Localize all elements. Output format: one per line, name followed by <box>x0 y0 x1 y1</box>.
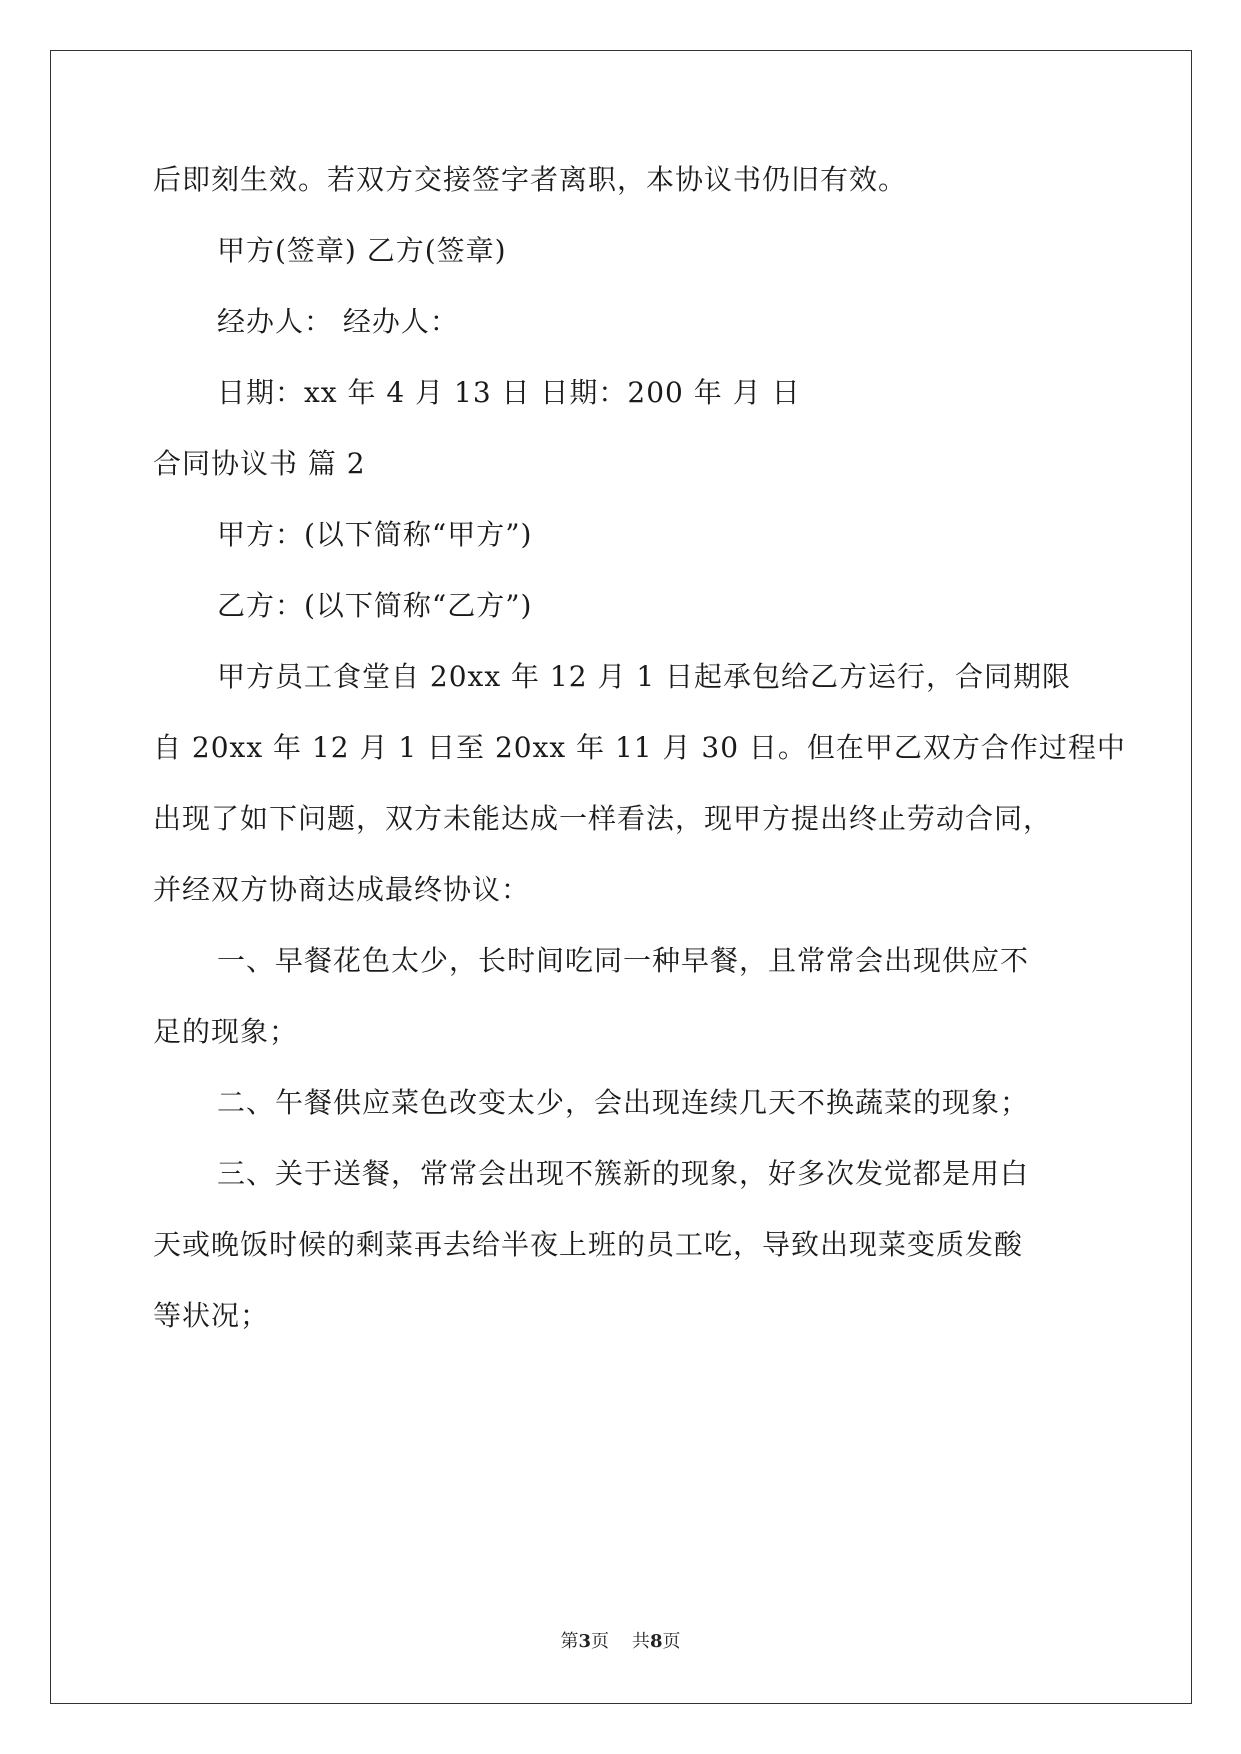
text-line: 并经双方协商达成最终协议： <box>153 873 531 906</box>
text-line: 日期：xx 年 4 月 13 日 日期：200 年 月 日 <box>217 376 801 409</box>
text-line: 甲方：(以下简称“甲方”) <box>217 518 533 551</box>
text-line: 乙方：(以下简称“乙方”) <box>217 589 533 622</box>
text-line: 自 20xx 年 12 月 1 日至 20xx 年 11 月 30 日。但在甲乙双方合作过程中 <box>153 731 1126 764</box>
text-line: 二、午餐供应菜色改变太少，会出现连续几天不换蔬菜的现象； <box>217 1086 1030 1119</box>
text-line: 甲方(签章) 乙方(签章) <box>217 234 507 267</box>
text-line: 出现了如下问题，双方未能达成一样看法，现甲方提出终止劳动合同， <box>153 802 1053 835</box>
page-footer <box>0 1630 1241 1654</box>
footer-prefix: 第 <box>560 1631 579 1652</box>
text-line: 三、关于送餐，常常会出现不簇新的现象，好多次发觉都是用白 <box>217 1157 1030 1190</box>
text-line: 足的现象； <box>153 1015 299 1048</box>
text-line: 经办人： 经办人： <box>217 305 459 338</box>
footer-middle: 页 共 <box>591 1631 650 1652</box>
text-line: 等状况； <box>153 1299 270 1332</box>
text-line: 天或晚饭时候的剩菜再去给半夜上班的员工吃，导致出现菜变质发酸 <box>153 1228 1024 1261</box>
text-line: 后即刻生效。若双方交接签字者离职，本协议书仍旧有效。 <box>153 163 908 196</box>
total-pages-number: 8 <box>649 1631 663 1652</box>
section-title: 合同协议书 篇 2 <box>153 447 366 480</box>
text-line: 一、早餐花色太少，长时间吃同一种早餐，且常常会出现供应不 <box>217 944 1030 977</box>
text-line: 甲方员工食堂自 20xx 年 12 月 1 日起承包给乙方运行，合同期限 <box>217 660 1072 693</box>
footer-suffix: 页 <box>662 1631 681 1652</box>
current-page-number: 3 <box>578 1631 592 1652</box>
